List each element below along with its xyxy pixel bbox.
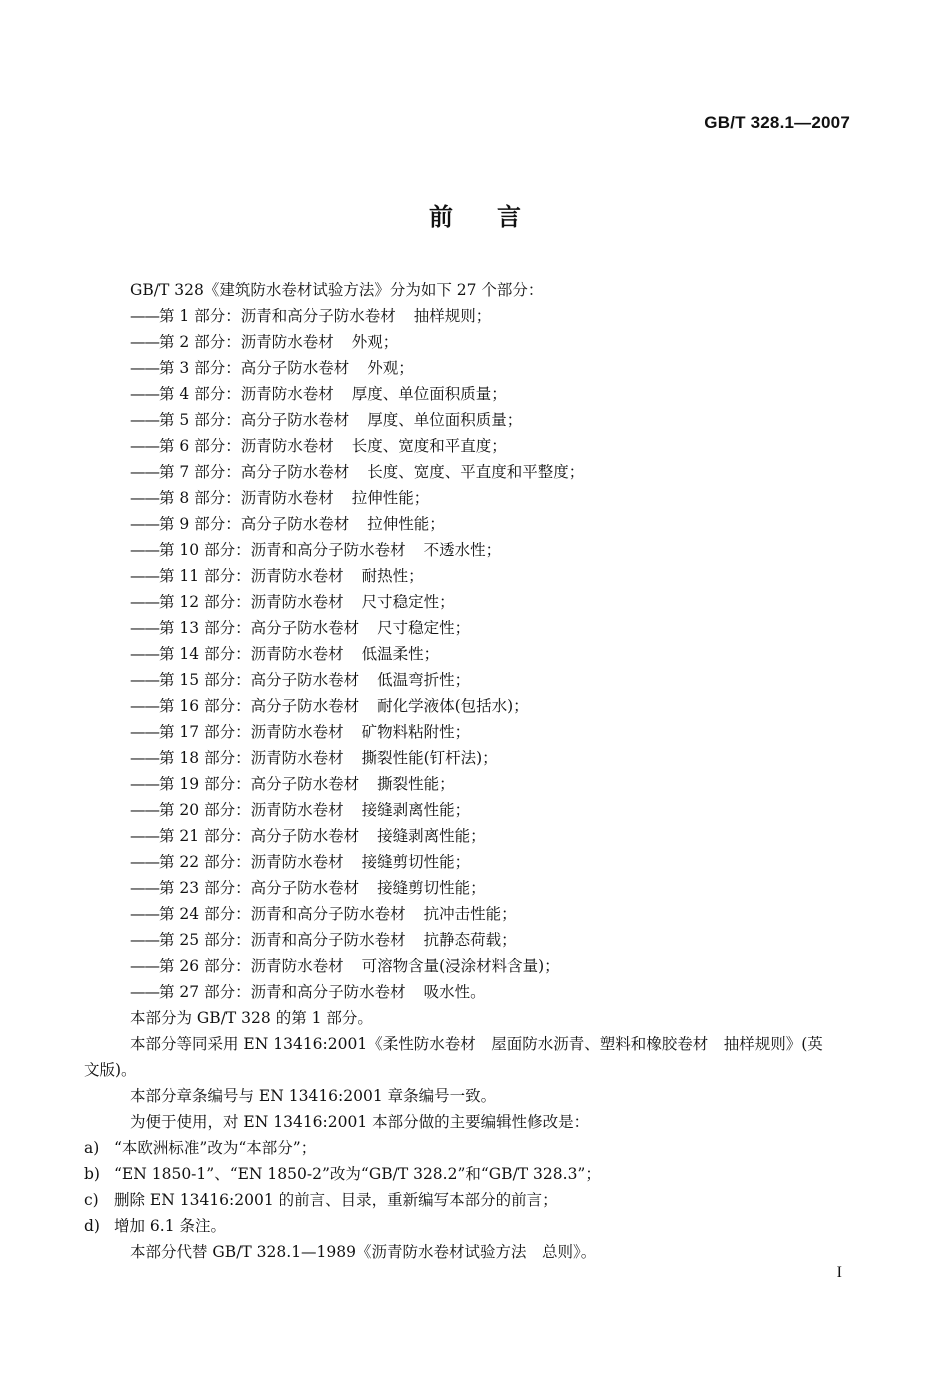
part-topic: 接缝剥离性能；: [361, 801, 471, 819]
changes-list: [84, 1135, 859, 1239]
part-item: [84, 979, 859, 1005]
part-topic: 拉伸性能；: [367, 515, 445, 533]
part-item: [84, 849, 859, 875]
em-dash: ——: [130, 775, 159, 793]
em-dash: ——: [130, 307, 159, 325]
change-label: a): [84, 1139, 100, 1157]
part-topic: 撕裂性能；: [377, 775, 455, 793]
part-item: [84, 407, 859, 433]
change-item: [84, 1187, 859, 1213]
part-label: 第 22 部分：沥青防水卷材: [159, 853, 344, 871]
standard-code: GB/T 328.1—2007: [704, 113, 850, 132]
part-topic: 厚度、单位面积质量；: [367, 411, 523, 429]
change-item: [84, 1161, 859, 1187]
part-label: 第 12 部分：沥青防水卷材: [159, 593, 344, 611]
part-item: [84, 797, 859, 823]
em-dash: ——: [130, 333, 159, 351]
part-label: 第 24 部分：沥青和高分子防水卷材: [159, 905, 406, 923]
foreword-body: [84, 277, 859, 1265]
part-item: [84, 719, 859, 745]
part-topic: 低温柔性；: [361, 645, 440, 663]
part-item: [84, 953, 859, 979]
em-dash: ——: [130, 567, 159, 585]
part-label: 第 3 部分：高分子防水卷材: [159, 359, 350, 377]
part-topic: 可溶物含量(浸涂材料含量)；: [361, 957, 560, 975]
part-item: [84, 693, 859, 719]
em-dash: ——: [130, 359, 159, 377]
part-topic: 接缝剪切性能；: [377, 879, 486, 897]
part-label: 第 19 部分：高分子防水卷材: [159, 775, 360, 793]
part-topic: 长度、宽度和平直度；: [351, 437, 507, 455]
part-item: [84, 901, 859, 927]
part-topic: 长度、宽度、平直度和平整度；: [367, 463, 585, 481]
em-dash: ——: [130, 957, 159, 975]
em-dash: ——: [130, 671, 159, 689]
change-text: 增加 6.1 条注。: [114, 1217, 227, 1235]
part-label: 第 11 部分：沥青防水卷材: [159, 567, 344, 585]
change-label: b): [84, 1165, 100, 1183]
part-topic: 耐热性；: [361, 567, 424, 585]
em-dash: ——: [130, 541, 159, 559]
part-topic: 低温弯折性；: [377, 671, 471, 689]
part-topic: 矿物料粘附性；: [361, 723, 471, 741]
part-topic: 接缝剥离性能；: [377, 827, 486, 845]
part-label: 第 4 部分：沥青防水卷材: [159, 385, 334, 403]
part-item: [84, 329, 859, 355]
part-label: 第 1 部分：沥青和高分子防水卷材: [159, 307, 396, 325]
part-topic: 外观；: [367, 359, 414, 377]
part-topic: 不透水性；: [423, 541, 502, 559]
part-item: [84, 381, 859, 407]
part-statement: 本部分为 GB/T 328 的第 1 部分。: [130, 1009, 373, 1027]
em-dash: ——: [130, 463, 159, 481]
part-item: [84, 771, 859, 797]
part-item: [84, 563, 859, 589]
part-item: [84, 745, 859, 771]
em-dash: ——: [130, 749, 159, 767]
em-dash: ——: [130, 879, 159, 897]
change-text: “本欧洲标准”改为“本部分”；: [114, 1139, 317, 1157]
part-topic: 撕裂性能(钉杆法)；: [361, 749, 498, 767]
part-item: [84, 433, 859, 459]
replacement-statement: 本部分代替 GB/T 328.1—1989《沥青防水卷材试验方法 总则》。: [130, 1243, 597, 1261]
em-dash: ——: [130, 645, 159, 663]
em-dash: ——: [130, 697, 159, 715]
part-item: [84, 459, 859, 485]
part-label: 第 18 部分：沥青防水卷材: [159, 749, 344, 767]
part-label: 第 16 部分：高分子防水卷材: [159, 697, 360, 715]
part-label: 第 14 部分：沥青防水卷材: [159, 645, 344, 663]
part-label: 第 10 部分：沥青和高分子防水卷材: [159, 541, 406, 559]
em-dash: ——: [130, 853, 159, 871]
part-item: [84, 823, 859, 849]
equivalence-line-1: 本部分等同采用 EN 13416:2001《柔性防水卷材 屋面防水沥青、塑料和橡胶卷材 抽样规则》(英: [130, 1035, 823, 1053]
part-item: [84, 615, 859, 641]
part-label: 第 6 部分：沥青防水卷材: [159, 437, 334, 455]
part-topic: 抗静态荷载；: [423, 931, 517, 949]
equivalence-statement: [84, 1031, 859, 1057]
change-label: c): [84, 1191, 99, 1209]
change-label: d): [84, 1217, 100, 1235]
part-item: [84, 303, 859, 329]
part-label: 第 15 部分：高分子防水卷材: [159, 671, 360, 689]
em-dash: ——: [130, 931, 159, 949]
part-topic: 尺寸稳定性；: [377, 619, 471, 637]
part-item: [84, 589, 859, 615]
part-label: 第 25 部分：沥青和高分子防水卷材: [159, 931, 406, 949]
part-label: 第 8 部分：沥青防水卷材: [159, 489, 334, 507]
part-label: 第 2 部分：沥青防水卷材: [159, 333, 334, 351]
em-dash: ——: [130, 385, 159, 403]
em-dash: ——: [130, 801, 159, 819]
em-dash: ——: [130, 723, 159, 741]
part-item: [84, 511, 859, 537]
intro-paragraph: GB/T 328《建筑防水卷材试验方法》分为如下 27 个部分：: [130, 281, 544, 299]
em-dash: ——: [130, 619, 159, 637]
part-item: [84, 667, 859, 693]
part-label: 第 23 部分：高分子防水卷材: [159, 879, 360, 897]
em-dash: ——: [130, 827, 159, 845]
change-text: “EN 1850-1”、“EN 1850-2”改为“GB/T 328.2”和“GB/T 328.3”；: [114, 1165, 601, 1183]
part-item: [84, 355, 859, 381]
part-item: [84, 485, 859, 511]
part-topic: 接缝剪切性能；: [361, 853, 471, 871]
part-label: 第 13 部分：高分子防水卷材: [159, 619, 360, 637]
change-item: [84, 1213, 859, 1239]
part-topic: 外观；: [351, 333, 399, 351]
part-label: 第 7 部分：高分子防水卷材: [159, 463, 350, 481]
em-dash: ——: [130, 489, 159, 507]
change-text: 删除 EN 13416:2001 的前言、目录，重新编写本部分的前言；: [114, 1191, 558, 1209]
page-number: I: [836, 1264, 842, 1281]
part-label: 第 5 部分：高分子防水卷材: [159, 411, 350, 429]
part-label: 第 27 部分：沥青和高分子防水卷材: [159, 983, 406, 1001]
page-title: 前言: [429, 202, 565, 231]
part-label: 第 21 部分：高分子防水卷材: [159, 827, 360, 845]
part-label: 第 26 部分：沥青防水卷材: [159, 957, 344, 975]
em-dash: ——: [130, 593, 159, 611]
em-dash: ——: [130, 515, 159, 533]
part-topic: 厚度、单位面积质量；: [351, 385, 507, 403]
part-topic: 吸水性。: [423, 983, 486, 1001]
part-item: [84, 927, 859, 953]
change-item: [84, 1135, 859, 1161]
part-topic: 抗冲击性能；: [423, 905, 517, 923]
part-item: [84, 537, 859, 563]
part-label: 第 9 部分：高分子防水卷材: [159, 515, 350, 533]
part-topic: 耐化学液体(包括水)；: [377, 697, 529, 715]
part-item: [84, 641, 859, 667]
part-label: 第 20 部分：沥青防水卷材: [159, 801, 344, 819]
part-item: [84, 875, 859, 901]
changes-intro: 为便于使用，对 EN 13416:2001 本部分做的主要编辑性修改是：: [130, 1113, 590, 1131]
part-topic: 尺寸稳定性；: [361, 593, 455, 611]
em-dash: ——: [130, 411, 159, 429]
em-dash: ——: [130, 983, 159, 1001]
em-dash: ——: [130, 437, 159, 455]
parts-list: [84, 303, 859, 1005]
clause-statement: 本部分章条编号与 EN 13416:2001 章条编号一致。: [130, 1087, 497, 1105]
part-label: 第 17 部分：沥青防水卷材: [159, 723, 344, 741]
part-topic: 抽样规则；: [413, 307, 492, 325]
em-dash: ——: [130, 905, 159, 923]
equivalence-line-2: 文版)。: [84, 1061, 137, 1079]
part-topic: 拉伸性能；: [351, 489, 430, 507]
